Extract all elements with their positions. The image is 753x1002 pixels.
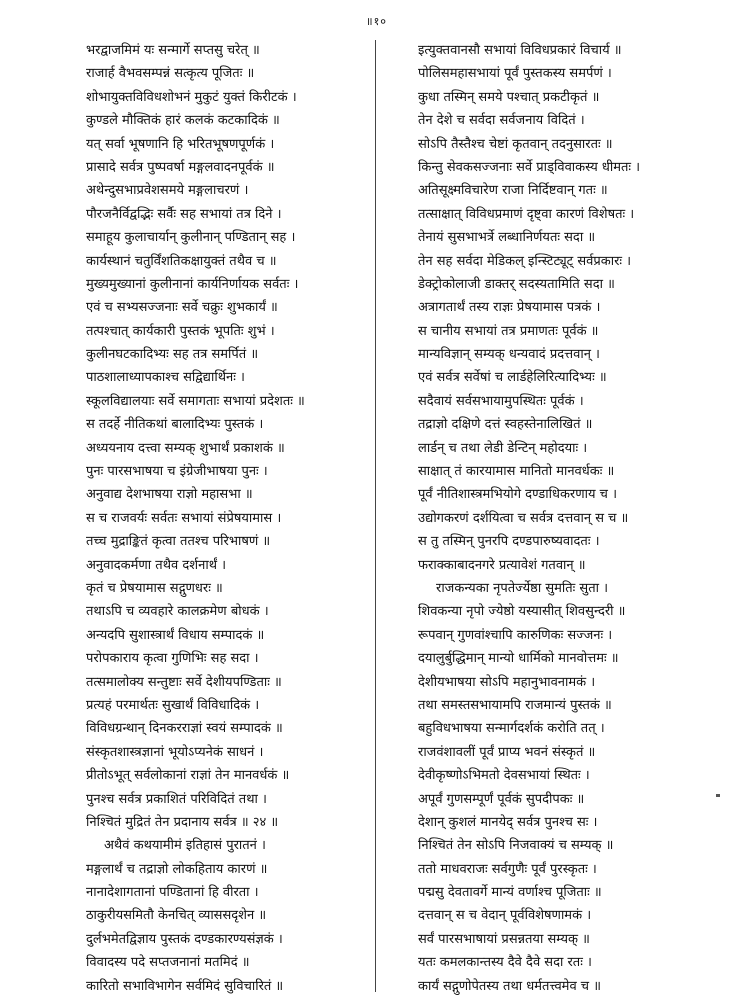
verse-line: रूपवान् गुणवांश्चापि कारुणिकः सज्जनः । (418, 627, 613, 643)
verse-line: स तु तस्मिन् पुनरपि दण्डपारुष्यवादतः । (418, 534, 600, 550)
verse-line: ततो माधवराजः सर्वगुणैः पूर्वं पुरस्कृतः । (418, 861, 597, 877)
verse-line: कुधा तस्मिन् समये पश्चात् प्रकटीकृतं ॥ (418, 89, 600, 105)
verse-line: निश्चितं तेन सोऽपि निजवाक्यं च सम्यक् ॥ (418, 838, 614, 854)
verse-line: तेन सह सर्वदा मेडिकल् इन्स्टिट्यूट् सर्वप्रकारः । (418, 253, 632, 269)
verse-line: तच्च मुद्राङ्कितं कृत्वा ततश्च परिभाषणं ॥ (86, 534, 271, 550)
verse-line: कार्यस्थानं चतुर्विंशतिकक्षायुक्तं तथैव च ॥ (86, 253, 277, 269)
verse-line: कृतं च प्रेषयामास सद्गुणधरः ॥ (86, 580, 223, 596)
verse-line: सदैवायं सर्वसभायामुपस्थितः पूर्वकं । (418, 393, 584, 409)
verse-line: भरद्वाजमिमं यः सन्मार्गे सप्तसु चरेत् ॥ (86, 43, 260, 58)
margin-speck (716, 794, 720, 797)
verse-line: स चानीय सभायां तत्र प्रमाणतः पूर्वकं ॥ (418, 323, 599, 339)
verse-line: कार्यं सद्गुणोपेतस्य तथा धर्मतत्त्वमेव च ॥ (418, 978, 601, 994)
verse-line: अथैवं कथयामीमं इतिहासं पुरातनं । (104, 838, 266, 854)
verse-line: कुण्डले मौक्तिकं हारं कलकं कटकादिकं ॥ (86, 113, 280, 129)
verse-line: इत्युक्तवानसौ सभायां विविधप्रकारं विचार्य ॥ (418, 43, 622, 58)
verse-line: राजकन्यका नृपतेर्ज्येष्ठा सुमतिः सुता । (436, 580, 609, 596)
verse-line: तद्राज्ञो दक्षिणे दत्तं स्वहस्तेनालिखितं ॥ (418, 417, 593, 433)
verse-line: अपूर्वं गुणसम्पूर्णं पूर्वकं सुपदीपकः ॥ (418, 791, 585, 807)
verse-line: अनुवादकर्मणा तथैव दर्शनार्थं । (86, 557, 227, 573)
verse-line: विविधग्रन्थान् दिनकरराज्ञां स्वयं सम्पादकं ॥ (86, 721, 283, 737)
verse-line: राजवंशावलीं पूर्वं प्राप्य भवनं संस्कृतं ॥ (418, 744, 596, 760)
verse-line: कारितो सभाविभागेन सर्वमिदं सुविचारितं ॥ (86, 978, 284, 994)
verse-line: स च राजवर्यः सर्वतः सभायां संप्रेषयामास । (86, 510, 282, 526)
verse-line: पाठशालाध्यापकाश्च सद्विद्यार्थिनः । (86, 370, 245, 386)
verse-line: मान्यविज्ञान् सम्यक् धन्यवादं प्रदत्तवान् । (418, 347, 600, 363)
verse-line: बहुविधभाषया सन्मार्गदर्शकं करोति तत् । (418, 721, 605, 737)
verse-line: स्कूलविद्यालयाः सर्वे समागताः सभायां प्रदेशतः ॥ (86, 393, 305, 409)
verse-line: पौरजनैर्विद्वद्भिः सर्वैः सह सभायां तत्र दिने । (86, 206, 282, 222)
verse-line: परोपकाराय कृत्वा गुणिभिः सह सदा । (86, 651, 259, 667)
verse-line: पद्मसु देवतावर्गे मान्यं वर्णाश्च पूजिताः ॥ (418, 885, 602, 901)
verse-line: तथा समस्तसभायामपि राजमान्यं पुस्तकं ॥ (418, 697, 612, 713)
verse-line: शोभायुक्तविविधशोभनं मुकुटं युक्तं किरीटकं । (86, 89, 297, 105)
verse-line: देशान् कुशलं मानयेद् सर्वत्र पुनश्च सः । (418, 814, 598, 830)
verse-line: स तदर्हे नीतिकथां बालादिभ्यः पुस्तकं । (86, 417, 264, 433)
verse-line: प्रत्यहं परमार्थतः सुखार्थं विविधादिकं । (86, 697, 260, 713)
verse-line: देशीयभाषया सोऽपि महानुभावनामकं । (418, 674, 596, 690)
verse-line: फराक्काबादनगरे प्रत्यावेशं गतवान् ॥ (418, 557, 586, 573)
verse-line: नानादेशागतानां पण्डितानां हि वीरता । (86, 885, 259, 901)
verse-line: तेनायं सुसभाभर्त्रे लब्धानिर्णयतः सदा ॥ (418, 230, 596, 246)
verse-line: ठाकुरीयसमितौ केनचित् व्याससदृशेन ॥ (86, 908, 267, 924)
verse-line: तथाऽपि च व्यवहारे कालक्रमेण बोधकं । (86, 604, 269, 620)
verse-line: विवादस्य पदे सप्तजनानां मतमिदं ॥ (86, 955, 250, 971)
verse-line: संस्कृतशास्त्रज्ञानां भूयोऽप्यनेकं साधनं । (86, 744, 264, 760)
verse-line: राजार्ह वैभवसम्पन्नं सत्कृत्य पूजितः ॥ (86, 66, 255, 82)
verse-line: अथेन्दुसभाप्रवेशसमये मङ्गलाचरणं । (86, 183, 249, 199)
verse-line: उद्योगकरणं दर्शयित्वा च सर्वत्र दत्तवान् स च ॥ (418, 510, 629, 526)
verse-line: पुनः पारसभाषया च इंग्रेजीभाषया पुनः । (86, 464, 268, 480)
verse-line: पूर्वं नीतिशास्त्रमभियोगे दण्डाधिकरणाय च । (418, 487, 617, 503)
verse-line: अत्रागतार्थं तस्य राज्ञः प्रेषयामास पत्रकं । (418, 300, 601, 316)
verse-line: देवीकृष्णोऽभिमतो देवसभायां स्थितः । (418, 768, 590, 784)
verse-line: एवं च सभ्यसज्जनाः सर्वे चक्रुः शुभकार्यं ॥ (86, 300, 278, 316)
verse-line: तत्पश्चात् कार्यकारी पुस्तकं भूपतिः शुभं । (86, 323, 275, 339)
verse-line: पुनश्च सर्वत्र प्रकाशितं परिविदितं तथा । (86, 791, 267, 807)
column-divider (375, 40, 376, 992)
verse-line: अनुवाद्य देशभाषया राज्ञो महासभा ॥ (86, 487, 253, 503)
verse-line: तेन देशे च सर्वदा सर्वजनाय विदितं । (418, 113, 585, 129)
verse-line: शिवकन्या नृपो ज्येष्ठो यस्यासीत् शिवसुन्दरी ॥ (418, 604, 626, 620)
verse-line: मुख्यमुख्यानां कुलीनानां कार्यनिर्णायक सर्वतः । (86, 276, 299, 292)
verse-line: यतः कमलकान्तस्य दैवे दैवे सदा रतः । (418, 955, 592, 971)
page-number: ॥१० (365, 15, 388, 28)
verse-line: डेक्ट्रोकोलाजी डाक्तर् सदस्यतामिति सदा ॥ (418, 276, 615, 292)
verse-line: पोलिसमहासभायां पूर्वं पुस्तकस्य समर्पणं । (418, 66, 612, 82)
verse-line: तत्साक्षात् विविधप्रमाणं दृष्ट्वा कारणं विशेषतः । (418, 206, 635, 222)
verse-line: अतिसूक्ष्मविचारेण राजा निर्दिष्टवान् गतः ॥ (418, 183, 608, 199)
verse-line: प्रासादे सर्वत्र पुष्पवर्षा मङ्गलवादनपूर्वकं ॥ (86, 159, 275, 175)
verse-line: अध्ययनाय दत्त्वा सम्यक् शुभार्थं प्रकाशकं ॥ (86, 440, 285, 456)
verse-line: प्रीतोऽभूत् सर्वलोकानां राज्ञां तेन मानवर्धकं ॥ (86, 768, 290, 784)
verse-line: सर्वं पारसभाषायां प्रसन्नतया सम्यक् ॥ (418, 931, 590, 947)
verse-line: लार्डन् च तथा लेडी डेन्टिन् महोदयाः । (418, 440, 588, 456)
verse-line: समाहूय कुलाचार्यान् कुलीनान् पण्डितान् सह । (86, 230, 296, 246)
verse-line: दुर्लभमेतद्विज्ञाय पुस्तकं दण्डकारण्यसंज्ञकं । (86, 931, 283, 947)
verse-line: कुलीनघटकादिभ्यः सह तत्र समर्पितं ॥ (86, 347, 259, 363)
verse-line: दत्तवान् स च वेदान् पूर्वविशेषणामकं । (418, 908, 592, 924)
verse-line: तत्समालोक्य सन्तुष्टाः सर्वे देशीयपण्डिताः ॥ (86, 674, 282, 690)
verse-line: सोऽपि तैस्तैश्च चेष्टां कृतवान् तदनुसारतः ॥ (418, 136, 613, 152)
verse-line: साक्षात् तं कारयामास मानितो मानवर्धकः ॥ (418, 464, 615, 480)
verse-line: अन्यदपि सुशास्त्रार्थं विधाय सम्पादकं ॥ (86, 627, 265, 643)
verse-line: एवं सर्वत्र सर्वेषां च लार्डहेलिरित्यादिभ्यः ॥ (418, 370, 607, 386)
verse-line: यत् सर्वा भूषणानि हि भरितभूषणपूर्णकं । (86, 136, 275, 152)
verse-line: दयालुर्बुद्धिमान् मान्यो धार्मिको मानवोत्तमः ॥ (418, 651, 619, 667)
right-verse-column (418, 39, 718, 998)
verse-line: किन्तु सेवकसज्जनाः सर्वे प्राड्विवाकस्य धीमतः । (418, 159, 641, 175)
verse-line: निश्चितं मुद्रितं तेन प्रदानाय सर्वत्र ॥ २४ ॥ (86, 814, 279, 830)
left-verse-column (86, 39, 370, 998)
verse-line: मङ्गलार्थं च तद्राज्ञो लोकहिताय कारणं ॥ (86, 861, 268, 877)
